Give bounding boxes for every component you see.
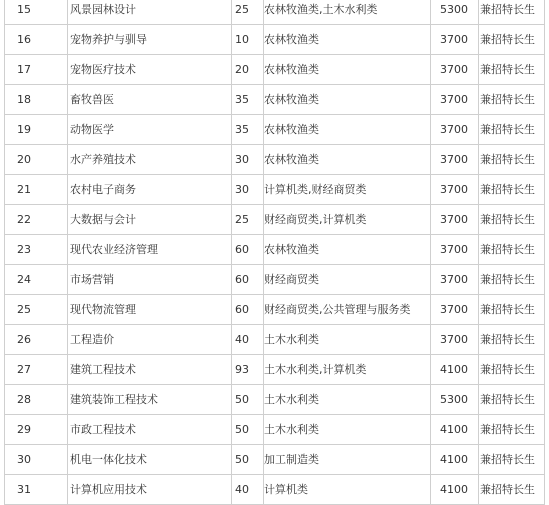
cell-major-name: 水产养殖技术 (68, 145, 232, 175)
cell-plan-count: 10 (232, 25, 264, 55)
table-row (5, 55, 545, 85)
cell-major-name: 计算机应用技术 (68, 475, 232, 505)
cell-remark: 兼招特长生 (479, 115, 545, 145)
cell-plan-count: 93 (232, 355, 264, 385)
cell-serial-number: 18 (5, 85, 68, 115)
cell-remark: 兼招特长生 (479, 55, 545, 85)
cell-subject-category: 土木水利类 (264, 415, 431, 445)
cell-tuition-fee: 3700 (431, 25, 479, 55)
cell-plan-count: 60 (232, 235, 264, 265)
cell-plan-count: 40 (232, 475, 264, 505)
cell-remark: 兼招特长生 (479, 475, 545, 505)
cell-tuition-fee: 3700 (431, 235, 479, 265)
cell-serial-number: 17 (5, 55, 68, 85)
table-row (5, 265, 545, 295)
cell-remark: 兼招特长生 (479, 355, 545, 385)
cell-serial-number: 20 (5, 145, 68, 175)
cell-major-name: 机电一体化技术 (68, 445, 232, 475)
cell-subject-category: 农林牧渔类 (264, 25, 431, 55)
table-row (5, 295, 545, 325)
table-row (5, 25, 545, 55)
cell-plan-count: 50 (232, 445, 264, 475)
cell-subject-category: 财经商贸类,计算机类 (264, 205, 431, 235)
cell-serial-number: 24 (5, 265, 68, 295)
cell-plan-count: 30 (232, 175, 264, 205)
cell-subject-category: 计算机类 (264, 475, 431, 505)
cell-subject-category: 土木水利类,计算机类 (264, 355, 431, 385)
cell-tuition-fee: 3700 (431, 85, 479, 115)
table-row (5, 355, 545, 385)
cell-tuition-fee: 3700 (431, 55, 479, 85)
table-body (5, 0, 545, 505)
cell-serial-number: 23 (5, 235, 68, 265)
cell-plan-count: 25 (232, 0, 264, 25)
cell-tuition-fee: 4100 (431, 475, 479, 505)
cell-serial-number: 21 (5, 175, 68, 205)
cell-serial-number: 29 (5, 415, 68, 445)
cell-remark: 兼招特长生 (479, 415, 545, 445)
cell-major-name: 建筑工程技术 (68, 355, 232, 385)
cell-tuition-fee: 3700 (431, 115, 479, 145)
cell-tuition-fee: 3700 (431, 265, 479, 295)
cell-tuition-fee: 3700 (431, 295, 479, 325)
cell-serial-number: 16 (5, 25, 68, 55)
cell-major-name: 市政工程技术 (68, 415, 232, 445)
table-row (5, 445, 545, 475)
cell-tuition-fee: 3700 (431, 145, 479, 175)
cell-serial-number: 22 (5, 205, 68, 235)
cell-subject-category: 农林牧渔类,土木水利类 (264, 0, 431, 25)
cell-subject-category: 农林牧渔类 (264, 235, 431, 265)
cell-major-name: 畜牧兽医 (68, 85, 232, 115)
admission-table-container (4, 0, 545, 505)
cell-tuition-fee: 3700 (431, 205, 479, 235)
cell-plan-count: 25 (232, 205, 264, 235)
cell-remark: 兼招特长生 (479, 385, 545, 415)
table-row (5, 85, 545, 115)
cell-tuition-fee: 4100 (431, 445, 479, 475)
cell-serial-number: 31 (5, 475, 68, 505)
cell-major-name: 动物医学 (68, 115, 232, 145)
cell-plan-count: 35 (232, 115, 264, 145)
cell-tuition-fee: 3700 (431, 175, 479, 205)
admission-plan-table (4, 0, 545, 505)
cell-remark: 兼招特长生 (479, 235, 545, 265)
cell-major-name: 市场营销 (68, 265, 232, 295)
cell-serial-number: 15 (5, 0, 68, 25)
cell-subject-category: 财经商贸类 (264, 265, 431, 295)
cell-subject-category: 土木水利类 (264, 325, 431, 355)
table-row (5, 205, 545, 235)
cell-subject-category: 农林牧渔类 (264, 85, 431, 115)
cell-plan-count: 50 (232, 415, 264, 445)
table-row (5, 415, 545, 445)
cell-remark: 兼招特长生 (479, 295, 545, 325)
cell-plan-count: 30 (232, 145, 264, 175)
cell-remark: 兼招特长生 (479, 325, 545, 355)
cell-subject-category: 农林牧渔类 (264, 145, 431, 175)
table-row (5, 475, 545, 505)
cell-tuition-fee: 3700 (431, 325, 479, 355)
table-row (5, 0, 545, 25)
cell-major-name: 宠物医疗技术 (68, 55, 232, 85)
cell-remark: 兼招特长生 (479, 85, 545, 115)
cell-remark: 兼招特长生 (479, 445, 545, 475)
cell-plan-count: 60 (232, 295, 264, 325)
cell-tuition-fee: 4100 (431, 415, 479, 445)
table-row (5, 115, 545, 145)
cell-plan-count: 60 (232, 265, 264, 295)
cell-remark: 兼招特长生 (479, 145, 545, 175)
cell-serial-number: 28 (5, 385, 68, 415)
cell-major-name: 大数据与会计 (68, 205, 232, 235)
cell-subject-category: 土木水利类 (264, 385, 431, 415)
cell-remark: 兼招特长生 (479, 0, 545, 25)
table-row (5, 175, 545, 205)
cell-major-name: 农村电子商务 (68, 175, 232, 205)
cell-plan-count: 20 (232, 55, 264, 85)
cell-subject-category: 农林牧渔类 (264, 55, 431, 85)
cell-major-name: 风景园林设计 (68, 0, 232, 25)
cell-plan-count: 50 (232, 385, 264, 415)
cell-subject-category: 财经商贸类,公共管理与服务类 (264, 295, 431, 325)
table-row (5, 385, 545, 415)
cell-major-name: 工程造价 (68, 325, 232, 355)
cell-serial-number: 19 (5, 115, 68, 145)
table-row (5, 325, 545, 355)
cell-tuition-fee: 5300 (431, 0, 479, 25)
cell-remark: 兼招特长生 (479, 205, 545, 235)
cell-tuition-fee: 4100 (431, 355, 479, 385)
cell-major-name: 现代物流管理 (68, 295, 232, 325)
cell-remark: 兼招特长生 (479, 265, 545, 295)
cell-remark: 兼招特长生 (479, 175, 545, 205)
cell-major-name: 宠物养护与驯导 (68, 25, 232, 55)
cell-serial-number: 27 (5, 355, 68, 385)
cell-plan-count: 35 (232, 85, 264, 115)
cell-remark: 兼招特长生 (479, 25, 545, 55)
cell-subject-category: 加工制造类 (264, 445, 431, 475)
cell-subject-category: 农林牧渔类 (264, 115, 431, 145)
cell-serial-number: 30 (5, 445, 68, 475)
cell-subject-category: 计算机类,财经商贸类 (264, 175, 431, 205)
table-row (5, 235, 545, 265)
cell-major-name: 现代农业经济管理 (68, 235, 232, 265)
cell-plan-count: 40 (232, 325, 264, 355)
cell-serial-number: 26 (5, 325, 68, 355)
cell-major-name: 建筑装饰工程技术 (68, 385, 232, 415)
table-row (5, 145, 545, 175)
cell-serial-number: 25 (5, 295, 68, 325)
cell-tuition-fee: 5300 (431, 385, 479, 415)
